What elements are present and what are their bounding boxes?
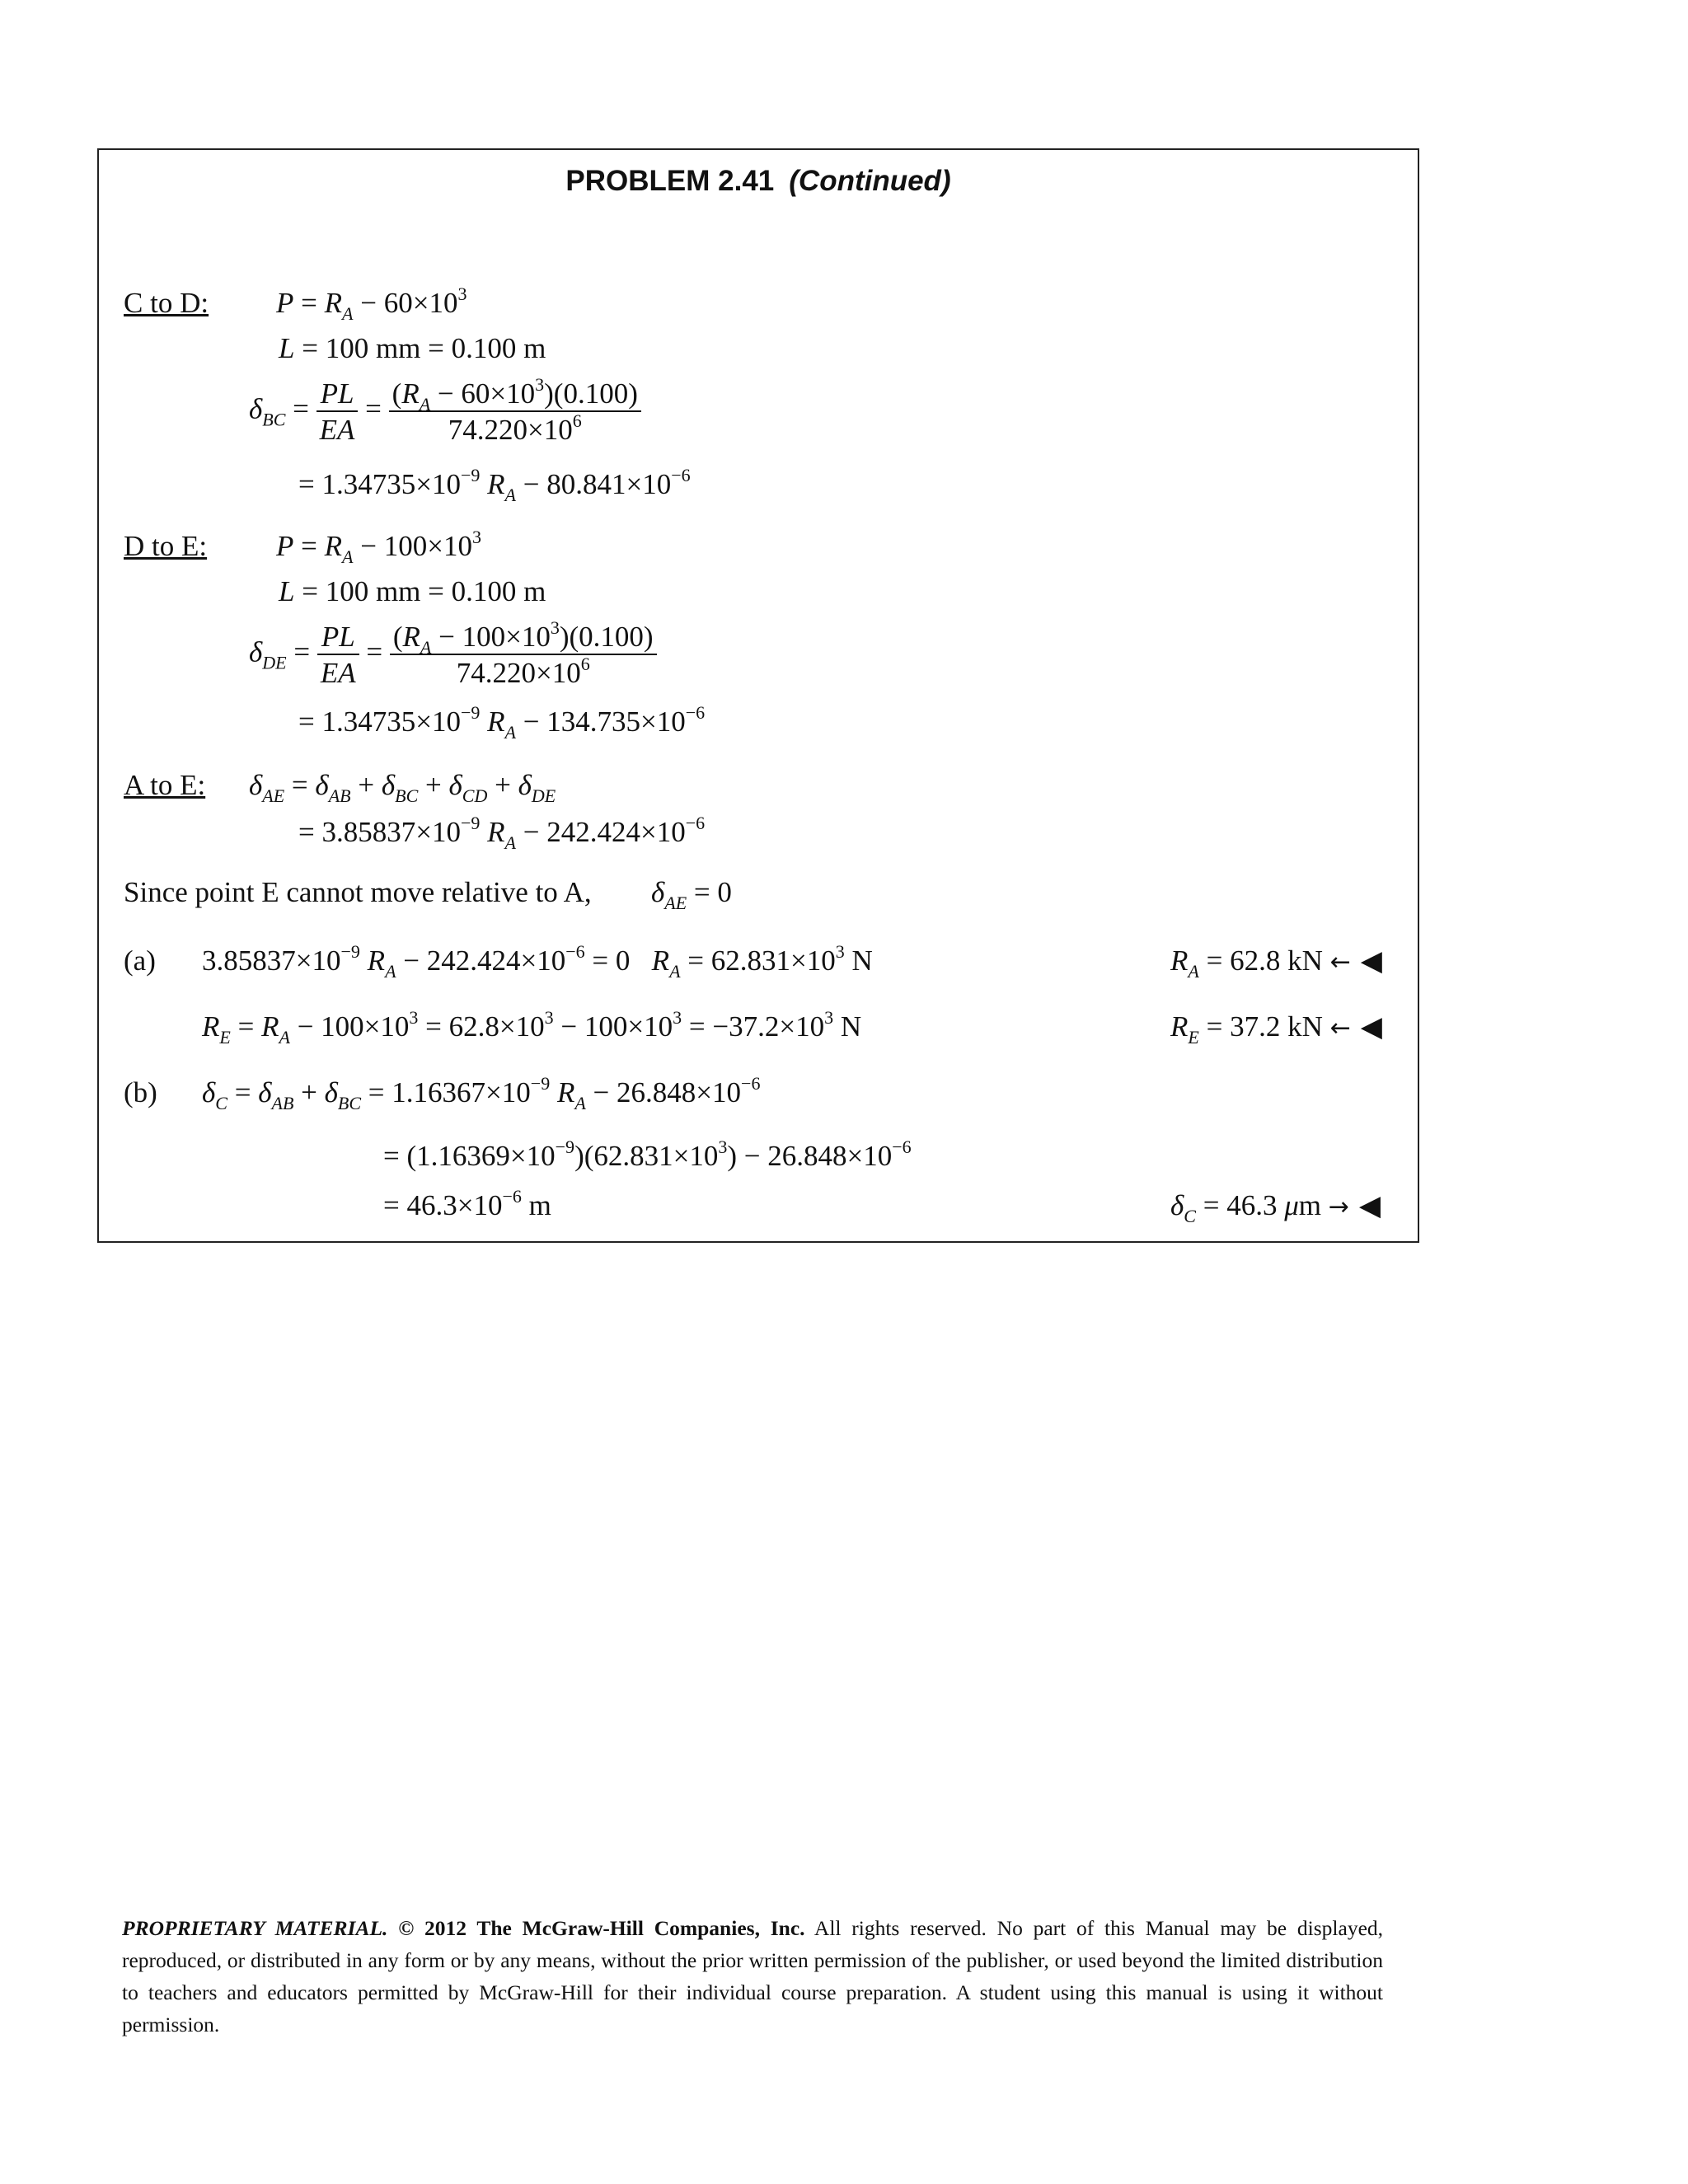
part-b-label: (b) [124, 1076, 157, 1108]
equation-delta-c-value: = $46.3\times 10^{-6}$ m [383, 1186, 551, 1221]
rights-statement: All rights reserved. No part of this Manual may be displayed, reproduced, or distributed in any form or by any means, without the prior written permission of the publisher, or used beyond the limited distribution to teachers and educators permitted by McGraw-Hill for their individual course preparation. A student using this manual is using it without permission. [122, 1916, 1384, 2036]
equation-solve-ra: $3.85837\times 10^{-9}$ $R_A - 242.424\times 10^{-6} = 0$ $R_A = 62.831\times 10^3$ N [202, 941, 873, 982]
section-label-d-to-e: D to E: [124, 530, 208, 562]
equation-re: $R_E = R_A - 100\times 10^3 = 62.8\times 10^3 - 100\times 10^3 = -37.2\times 10^3$ N [202, 1007, 862, 1047]
equation-p-de: $P = R_A - 100\times 10^3$ [276, 527, 481, 567]
copyright-notice [122, 1912, 1383, 2041]
equation-delta-ae-result: = $3.85837\times 10^{-9}$ $R_A - 242.424\times 10^{-6}$ [298, 813, 706, 853]
equation-delta-bc: $\delta_{BC}$ = $\frac{PL}{EA}$ = $\frac{(R_A - 60\times 10^3)(0.100)}{74.220\times 10^6}$ [249, 379, 641, 444]
copyright-holder: © 2012 The McGraw-Hill Companies, Inc. [398, 1916, 805, 1940]
answer-marker-icon: ◀ [1360, 944, 1382, 977]
proprietary-label: PROPRIETARY MATERIAL. [122, 1916, 388, 1940]
equation-delta-ae-sum: $\delta_{AE} = \delta_{AB} + \delta_{BC} + \delta_{CD} + \delta_{DE}$ [249, 769, 556, 806]
answer-marker-icon: ◀ [1358, 1189, 1381, 1222]
result-re: $R_E = 37.2$ kN ← ◀ [1170, 1010, 1382, 1047]
part-a-label: (a) [124, 944, 156, 977]
result-delta-c: $\delta_C = 46.3$ μm → ◀ [1170, 1189, 1381, 1226]
answer-marker-icon: ◀ [1360, 1010, 1382, 1043]
section-label-c-to-d: C to D: [124, 287, 209, 319]
problem-title [99, 165, 1418, 198]
equation-delta-c: $\delta_C = \delta_{AB} + \delta_{BC} = 1.16367\times 10^{-9}$ $R_A - 26.848\times 10^{-6}$ [202, 1073, 761, 1113]
equation-p-cd: $P = R_A - 60\times 10^3$ [276, 284, 467, 324]
equation-delta-de: $\delta_{DE}$ = $\frac{PL}{EA}$ = $\frac{(R_A - 100\times 10^3)(0.100)}{74.220\times 10^6}$ [249, 622, 657, 687]
equation-delta-ae-zero: $\delta_{AE} = 0$ [651, 876, 732, 913]
equation-delta-c-substituted: = $(1.16369\times 10^{-9})(62.831\times 10^3) - 26.848\times 10^{-6}$ [383, 1137, 912, 1172]
section-label-a-to-e: A to E: [124, 769, 206, 801]
equation-delta-de-result: = $1.34735\times 10^{-9}$ $R_A - 134.735\times 10^{-6}$ [298, 702, 706, 743]
continued-label: (Continued) [789, 165, 951, 197]
equation-delta-bc-result: = $1.34735\times 10^{-9}$ $R_A - 80.841\times 10^{-6}$ [298, 465, 691, 505]
result-ra: $R_A = 62.8$ kN ← ◀ [1170, 944, 1382, 982]
problem-number: PROBLEM 2.41 [565, 165, 775, 197]
equation-l-de: L = 100 mm = 0.100 m [279, 575, 546, 607]
equation-l-cd: L = 100 mm = 0.100 m [279, 332, 546, 364]
statement-since: Since point E cannot move relative to A, [124, 876, 592, 908]
